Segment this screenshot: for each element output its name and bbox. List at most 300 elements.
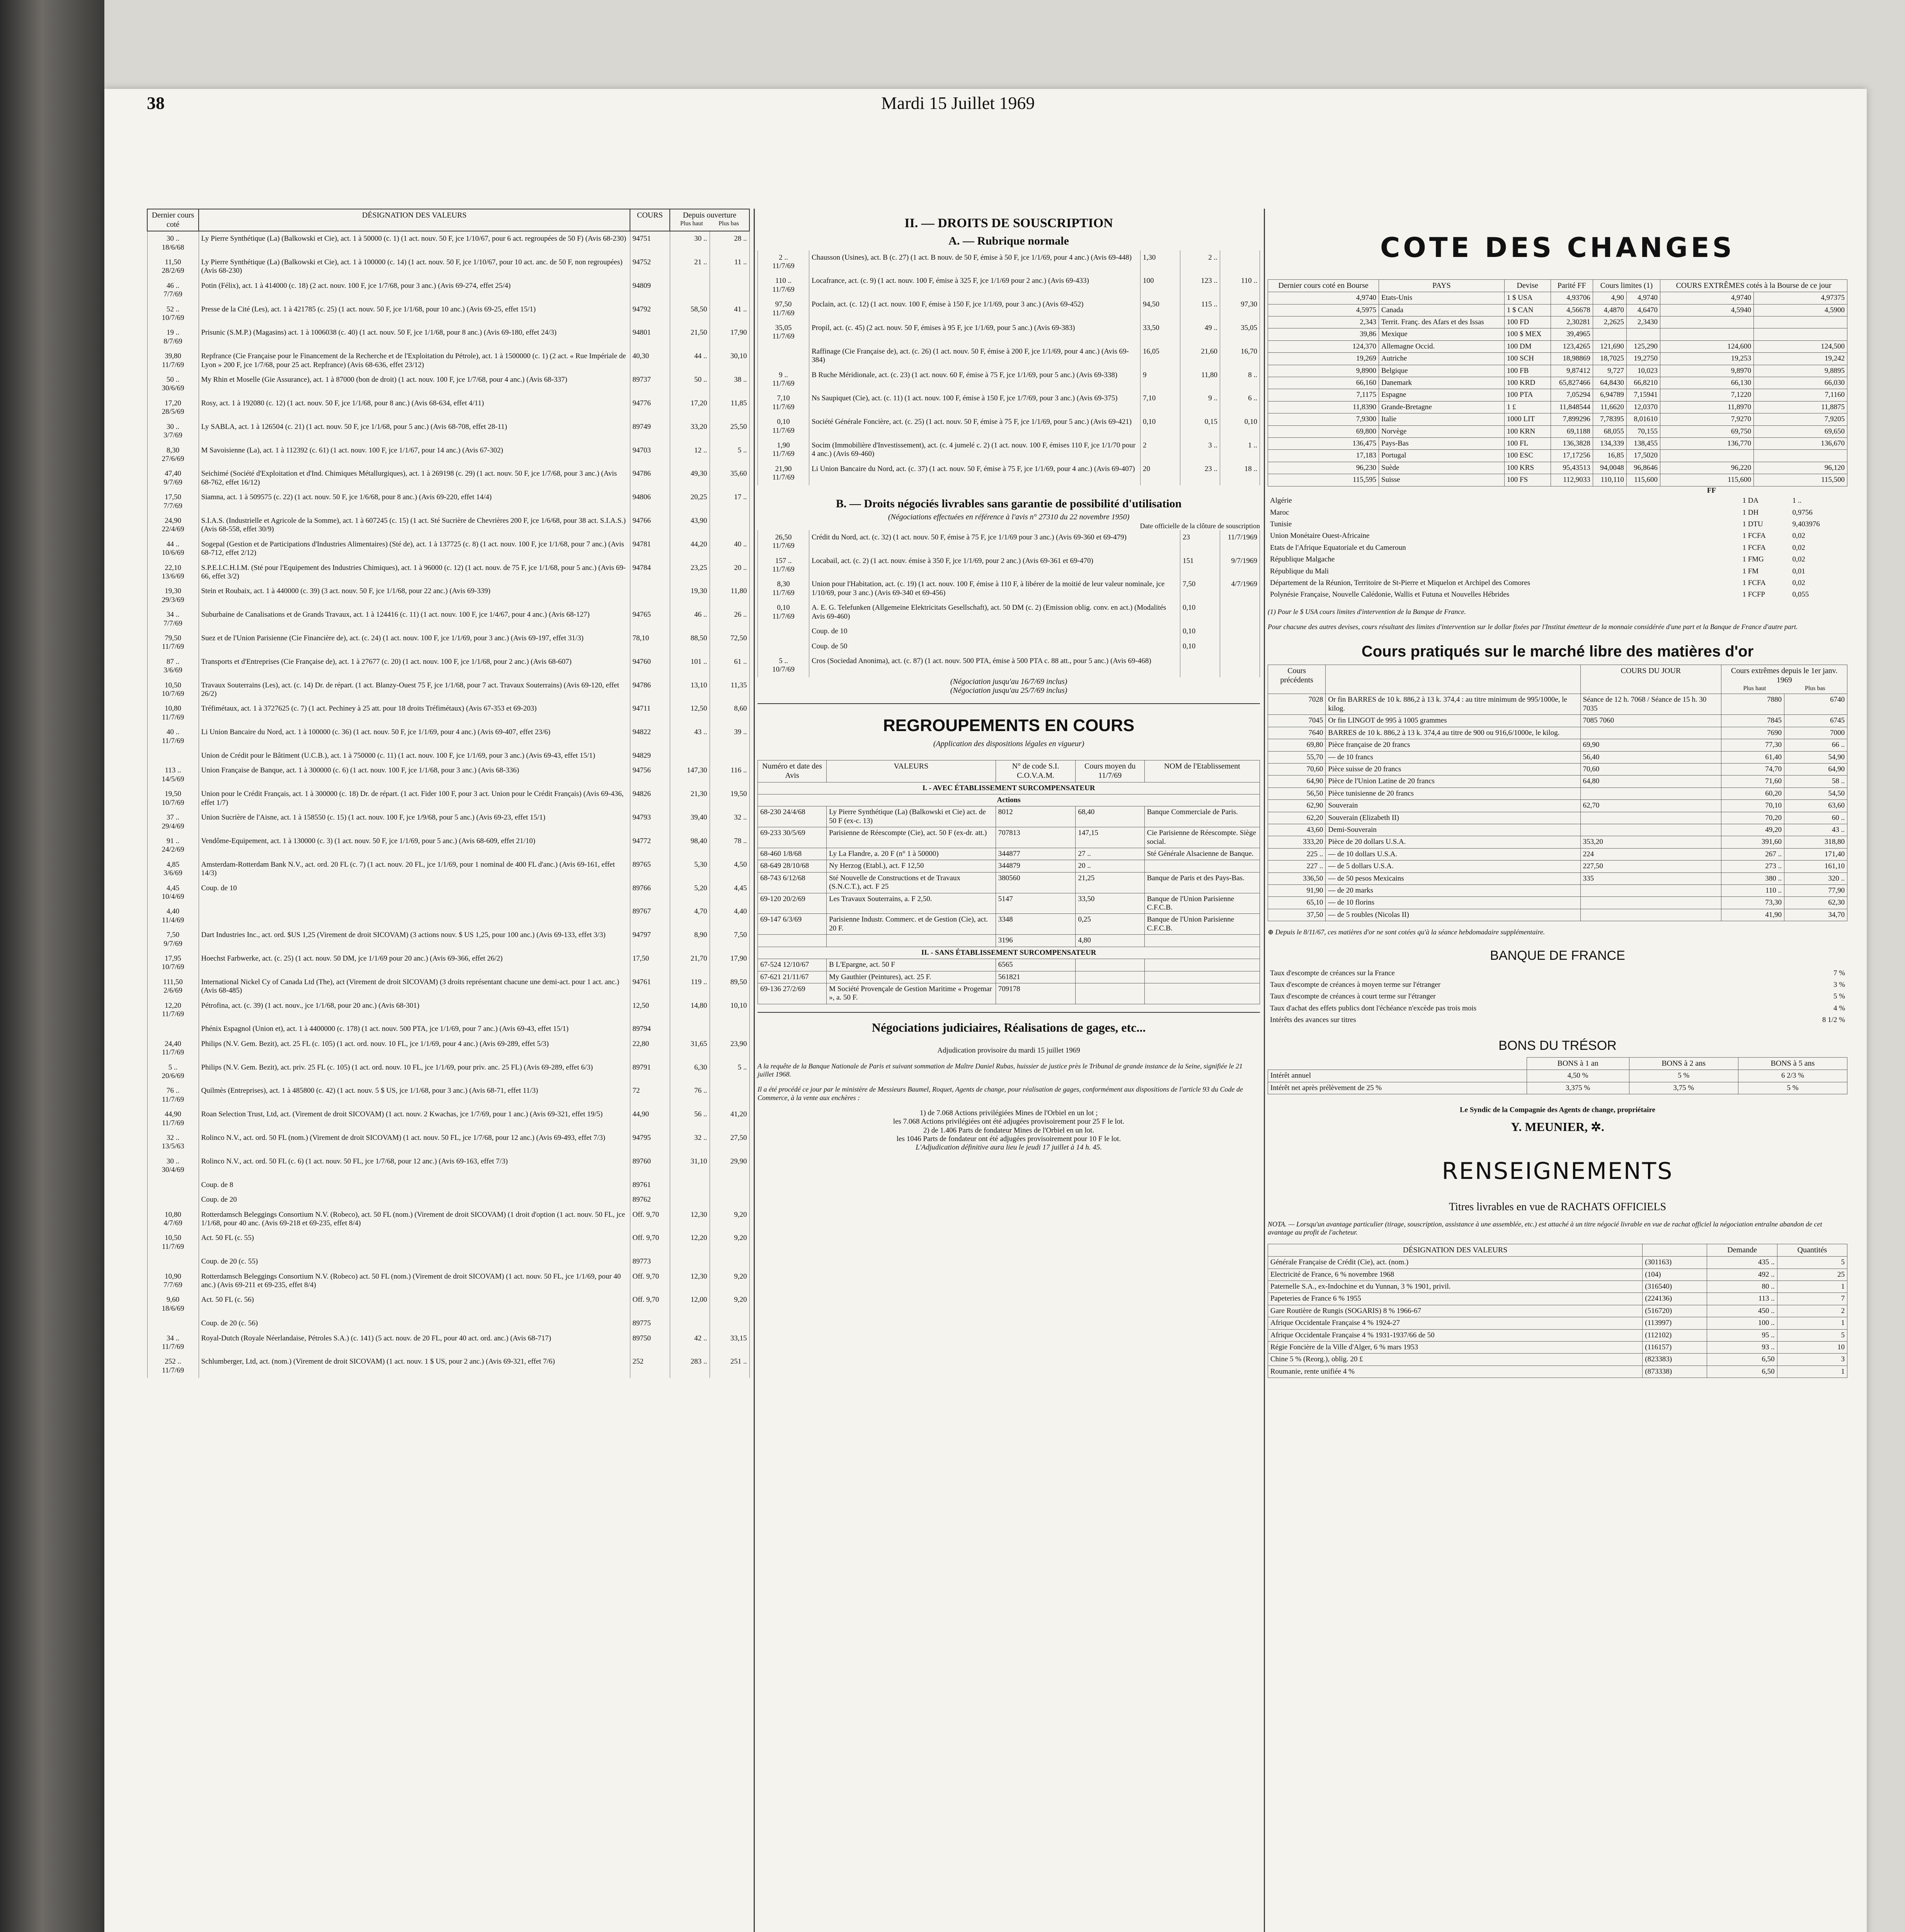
banque-row-label: Taux d'achat des effets publics dont l'échéance n'excède pas trois mois [1270,1004,1477,1012]
or-row-jour [1580,824,1721,836]
souscription-row-bas: 1 .. [1220,438,1260,462]
table-row-bas: 61 .. [710,655,749,678]
renseignements-nota: NOTA. — Lorsqu'un avantage particulier (tirage, souscription, assistance à une assemblée, etc.) est attaché à un titre négocié livrable en vue de rachat officiel la négociation entraîne abandon de cet avantage au profit de l'acheteur. [1268,1220,1822,1236]
table-row-cours: 17,50 [630,951,670,975]
banque-row-label: Taux d'escompte de créances à moyen terme sur l'étranger [1270,980,1441,989]
table-row-cours: 89767 [630,904,670,928]
table-row [147,1316,749,1331]
change-row-dernier: 2,343 [1268,316,1379,328]
reg-row [758,935,1260,947]
reg-row-etab: Banque de l'Union Parisienne C.F.C.B. [1144,893,1260,914]
or-row-prec: 69,80 [1268,739,1326,751]
table-row-dernier [147,1254,199,1269]
souscription-row-cours: 0,10 [1141,415,1180,438]
table-row-haut: 283 .. [670,1354,710,1378]
table-row-cours: 12,50 [630,998,670,1022]
reg-header-avis: Numéro et date des Avis [758,760,827,782]
rens-row-designation: Chine 5 % (Reorg.), oblig. 20 £ [1268,1354,1643,1366]
table-row-designation: Rolinco N.V., act. ord. 50 FL (c. 6) (1 act. nouv. 50 FL, jce 1/7/68, pour 12 anc.) (Avis 69-163, effet 7/3) [199,1154,630,1178]
souscription-b-row-designation: Crédit du Nord, act. (c. 32) (1 act. nouv. 50 F, émise à 75 F, jce 1/1/69 pour 3 anc.) (Avis 69-360 et 69-479) [809,530,1180,554]
header-dernier: Dernier cours coté [147,209,199,231]
souscription-row [758,297,1260,321]
or-row-label: — de 50 pesos Mexicains [1326,872,1580,884]
or-row-jour: 62,70 [1580,800,1721,812]
header-cours: COURS [630,209,670,231]
table-row-dernier: 46 .. 7/7/69 [147,279,199,302]
table-row [147,810,749,834]
souscription-row-bas: 16,70 [1220,344,1260,368]
syndic-name: Y. MEUNIER, ✲. [1511,1120,1604,1134]
table-row-cours: Off. 9,70 [630,1231,670,1254]
souscription-b-row [758,600,1260,624]
table-row-cours: Off. 9,70 [630,1293,670,1316]
table-row-haut: 12,30 [670,1208,710,1231]
change-row-pays: Etats-Unis [1379,292,1505,304]
table-row-bas: 5 .. [710,443,749,467]
rens-row-code: (104) [1643,1269,1707,1281]
change-row-parite: 4,93706 [1551,292,1593,304]
change-row-pays: Portugal [1379,450,1505,462]
or-row-jour [1580,909,1721,921]
reg-header-etab: NOM de l'Etablissement [1144,760,1260,782]
or-row [1268,727,1847,739]
table-row-bas: 32 .. [710,810,749,834]
change-row-ext2: 115,500 [1753,474,1847,486]
reg-row-valeur [826,935,996,947]
table-row-designation: Union Française de Banque, act. 1 à 300000 (c. 6) (1 act. nouv. 100 F, jce 1/1/68, pour 3 anc.) (Avis 68-336) [199,763,630,787]
table-row [147,998,749,1022]
change-row-parite: 39,4965 [1551,328,1593,340]
change-row [1268,474,1847,486]
reg-row-code: 380560 [996,872,1076,893]
reg-row [758,914,1260,935]
souscription-b-row-cours: 7,50 [1180,577,1220,600]
table-row-haut: 98,40 [670,834,710,857]
change-row-ext1: 69,750 [1660,425,1754,437]
banque-row-val: 4 % [1833,1004,1845,1012]
table-row-designation: Seichimé (Société d'Exploitation et d'Ind. Chimiques Métallurgiques), act. 1 à 269198 (c. 29) (1 act. nouv. 50 F, jce 1/7/68, pour 3 anc.) (Avis 68-762, effet 16/12) [199,466,630,490]
franc-zone-row-devise: 1 FCFA [1742,578,1766,587]
negociation-note-1: (Négociation jusqu'au 16/7/69 inclus) [950,677,1067,686]
table-row-bas: 23,90 [710,1037,749,1060]
change-row-lim1: 110,110 [1593,474,1626,486]
or-header-jour: COURS DU JOUR [1580,665,1721,694]
or-row-prec: 65,10 [1268,897,1326,909]
reg-row-etab: Sté Générale Alsacienne de Banque. [1144,848,1260,860]
franc-zone-table [1268,495,1847,601]
rens-row-qte: 1 [1777,1281,1847,1293]
table-row-bas: 4,45 [710,881,749,905]
table-row-designation: Union pour le Crédit Français, act. 1 à 300000 (c. 18) Dr. de répart. (1 act. Fider 100 F, pour 3 act. Union pour le Crédit Français) (Avis 69-436, effet 1/7) [199,787,630,810]
or-row-label: — de 5 dollars U.S.A. [1326,861,1580,872]
rens-row [1268,1269,1847,1281]
table-row-cours: Off. 9,70 [630,1269,670,1293]
change-row-lim1: 4,90 [1593,292,1626,304]
banque-row [1268,1003,1847,1014]
changes-table [1268,279,1847,486]
or-row-bas: 161,10 [1784,861,1847,872]
table-row-designation: Sogepal (Gestion et de Participations d'Industries Alimentaires) (Sté de), act. 1 à 137725 (c. 8) (1 act. nouv. 100 F, jce 1/1/68, pour 7 anc.) (Avis 68-712, effet 2/12) [199,537,630,561]
or-row-bas: 43 .. [1784,824,1847,836]
or-row-haut: 380 .. [1721,872,1784,884]
table-row-designation: Coup. de 10 [199,881,630,905]
rens-row-code: (873338) [1643,1366,1707,1378]
bons-val: 4,50 % [1527,1070,1629,1082]
souscription-b-row-cours: 23 [1180,530,1220,554]
franc-zone-row-val: 0,055 [1792,590,1809,599]
or-row [1268,787,1847,799]
table-row-cours: 94765 [630,607,670,631]
table-row-bas [710,1083,749,1107]
or-row [1268,884,1847,896]
reg-row [758,827,1260,848]
or-title: Cours pratiqués sur le marché libre des matières d'or [1361,643,1754,660]
table-row-cours: 40,30 [630,349,670,372]
change-row-lim1: 64,8430 [1593,377,1626,389]
table-row-haut: 5,20 [670,881,710,905]
chg-header-dernier: Dernier cours coté en Bourse [1268,279,1379,292]
table-row [147,1293,749,1316]
rubrique-b-title: B. — Droits négociés livrables sans garantie de possibilité d'utilisation [836,497,1182,510]
souscription-row-dernier: 97,50 11/7/69 [758,297,809,321]
reg-row [758,872,1260,893]
change-row-dernier: 4,5975 [1268,304,1379,316]
table-row-haut: 21,30 [670,787,710,810]
bons-row-label: Intérêt net après prélèvement de 25 % [1268,1082,1527,1094]
or-row-bas: 58 .. [1784,776,1847,787]
table-row-designation: Rotterdamsch Beleggings Consortium N.V. (Robeco) act. 50 FL (nom.) (Virement de droit SICOVAM) (1 act. nouv. 50 FL, jce 1/1/69, pour 40 anc.) (Avis 69-211 et 69-235, effet 8/4) [199,1269,630,1293]
table-row-dernier: 47,40 9/7/69 [147,466,199,490]
chg-header-parite: Parité FF [1551,279,1593,292]
or-row [1268,751,1847,763]
or-row [1268,812,1847,824]
regroupements-title: REGROUPEMENTS EN COURS [883,716,1135,735]
reg-row-etab: Banque de l'Union Parisienne C.F.C.B. [1144,914,1260,935]
or-row-jour: Séance de 12 h. 7068 / Séance de 15 h. 30 7035 [1580,694,1721,715]
table-row-bas: 41 .. [710,302,749,326]
table-row-haut: 32 .. [670,1131,710,1154]
table-row-haut: 17,20 [670,396,710,420]
table-row-haut: 33,20 [670,420,710,443]
table-row-bas: 72,50 [710,631,749,655]
change-row-pays: Espagne [1379,389,1505,401]
souscription-row-cours: 7,10 [1141,391,1180,415]
table-row [147,302,749,326]
change-row-devise: 1000 LIT [1504,413,1551,425]
reg-row-valeur: B L'Epargne, act. 50 F [826,959,996,971]
negociations-item1: 1) de 7.068 Actions privilégiées Mines de l'Orbiel en un lot ; [919,1109,1098,1117]
table-row-haut: 31,10 [670,1154,710,1178]
table-row-cours: 94829 [630,748,670,763]
table-row-cours: 89737 [630,372,670,396]
page-date: Mardi 15 Juillet 1969 [881,93,1035,113]
table-row-cours: 94797 [630,928,670,951]
change-row-ext2: 124,500 [1753,340,1847,352]
table-row-haut [670,1192,710,1207]
change-row-lim2: 4,6470 [1626,304,1660,316]
table-row [147,1083,749,1107]
change-row-lim2: 115,600 [1626,474,1660,486]
table-row [147,1037,749,1060]
change-row-parite: 7,05294 [1551,389,1593,401]
banque-row [1268,1014,1847,1026]
reg-row-cours: 68,40 [1076,806,1144,827]
franc-zone-row [1268,542,1847,554]
change-row-devise: 100 FD [1504,316,1551,328]
table-row-designation: Hoechst Farbwerke, act. (c. 25) (1 act. nouv. 50 DM, jce 1/1/69 pour 20 anc.) (Avis 69-366, effet 26/2) [199,951,630,975]
table-row [147,231,749,255]
souscription-b-row-cloture: 4/7/1969 [1220,577,1260,600]
franc-zone-row-pays: Etats de l'Afrique Equatoriale et du Cameroun [1270,543,1406,552]
table-row-bas: 11,85 [710,396,749,420]
table-row-dernier: 30 .. 3/7/69 [147,420,199,443]
franc-zone-row-val: 0,02 [1792,555,1805,564]
rens-row-designation: Papeteries de France 6 % 1955 [1268,1293,1643,1305]
change-row-devise: 100 ESC [1504,450,1551,462]
table-row-dernier: 10,90 7/7/69 [147,1269,199,1293]
bons-title: BONS DU TRÉSOR [1498,1038,1617,1053]
change-row-lim2: 2,3430 [1626,316,1660,328]
change-row-ext2: 19,242 [1753,353,1847,365]
souscription-row-bas: 97,30 [1220,297,1260,321]
table-row-bas: 38 .. [710,372,749,396]
table-row-designation: Coup. de 20 (c. 56) [199,1316,630,1331]
or-row-haut: 77,30 [1721,739,1784,751]
table-row-designation: Schlumberger, Ltd, act. (nom.) (Virement de droit SICOVAM) (1 act. nouv. 1 $ US, pour 2 anc.) (Avis 69-321, effet 7/6) [199,1354,630,1378]
or-note: ⊕ Depuis le 8/11/67, ces matières d'or ne sont cotées qu'à la séance hebdomadaire supplémentaire. [1268,928,1545,936]
reg-row-code: 5147 [996,893,1076,914]
souscription-b-row-dernier [758,639,809,654]
change-row [1268,316,1847,328]
table-row-dernier: 19 .. 8/7/69 [147,325,199,349]
change-row-pays: Canada [1379,304,1505,316]
table-row-dernier: 8,30 27/6/69 [147,443,199,467]
table-row-dernier: 50 .. 30/6/69 [147,372,199,396]
rens-row-designation: Electricité de France, 6 % novembre 1968 [1268,1269,1643,1281]
or-row-haut: 267 .. [1721,848,1784,860]
change-row-parite: 2,30281 [1551,316,1593,328]
or-row [1268,800,1847,812]
table-row-dernier: 111,50 2/6/69 [147,975,199,998]
or-header-extremes-label: Cours extrêmes depuis le 1er janv. 1969 [1731,667,1838,684]
table-row-dernier: 10,50 10/7/69 [147,678,199,702]
table-row-bas: 78 .. [710,834,749,857]
souscription-row-dernier [758,344,809,368]
or-row [1268,776,1847,787]
table-row-cours: 94711 [630,701,670,725]
table-row-designation: S.P.E.I.C.H.I.M. (Sté pour l'Equipement des Industries Chimiques), act. 1 à 96000 (c. 12) (1 act. nouv. de 75 F, jce 1/1/68, pour 5 anc.) (Avis 69-66, effet 3/2) [199,561,630,584]
change-row-ext1: 19,253 [1660,353,1754,365]
souscription-row-designation: Société Générale Foncière, act. (c. 25) (1 act. nouv. 50 F, émise à 75 F, jce 1/1/69, pour 5 anc.) (Avis 69-421) [809,415,1141,438]
table-row-haut: 8,90 [670,928,710,951]
rens-row [1268,1354,1847,1366]
table-row-cours: 94756 [630,763,670,787]
franc-zone-row-pays: Tunisie [1270,520,1292,528]
or-row-jour [1580,884,1721,896]
table-row-haut: 12,30 [670,1269,710,1293]
change-row-parite: 69,1188 [1551,425,1593,437]
franc-zone-row [1268,566,1847,577]
table-row-cours: 94786 [630,466,670,490]
rens-row-designation: Afrique Occidentale Française 4 % 1931-1937/66 de 50 [1268,1329,1643,1341]
souscription-row-cours: 2 [1141,438,1180,462]
change-row-lim1: 16,85 [1593,450,1626,462]
reg-row-code: 344877 [996,848,1076,860]
souscription-row-bas: 35,05 [1220,321,1260,344]
table-row [147,349,749,372]
table-row-bas: 11,35 [710,678,749,702]
table-row-designation: Suez et de l'Union Parisienne (Cie Financière de), act. (c. 24) (1 act. nouv. 100 F, jce 1/1/69, pour 3 anc.) (Avis 69-197, effet 31/3) [199,631,630,655]
bons-header-2: BONS à 2 ans [1629,1057,1738,1070]
table-row-dernier [147,1022,199,1036]
reg-row-etab [1144,860,1260,872]
change-row-lim1: 94,0048 [1593,462,1626,474]
table-row [147,834,749,857]
table-row-bas [710,1022,749,1036]
change-row-pays: Belgique [1379,365,1505,377]
change-row-devise: 100 SCH [1504,353,1551,365]
table-row-haut [670,1254,710,1269]
rens-row-demande: 95 .. [1707,1329,1777,1341]
souscription-b-row [758,577,1260,600]
change-row-devise: 100 FL [1504,438,1551,450]
change-row-ext1 [1660,316,1754,328]
rens-row [1268,1341,1847,1353]
franc-zone-row-val: 0,02 [1792,543,1805,552]
reg-row-avis: 68-743 6/12/68 [758,872,827,893]
banque-row-val: 3 % [1833,980,1845,989]
rens-row-demande: 100 .. [1707,1317,1777,1329]
table-row-haut: 12,20 [670,1231,710,1254]
table-row-cours: 89749 [630,420,670,443]
change-row-ext2: 11,8875 [1753,401,1847,413]
table-row-haut: 119 .. [670,975,710,998]
or-row-label: — de 10 dollars U.S.A. [1326,848,1580,860]
rens-row-qte: 5 [1777,1257,1847,1269]
or-row-bas: 171,40 [1784,848,1847,860]
reg-row [758,860,1260,872]
table-row-haut: 6,30 [670,1060,710,1084]
souscription-row-designation: Socim (Immobilière d'Investissement), act. (c. 4 jumelé c. 2) (1 act. nouv. 100 F, émises 110 F, jce 1/1/70 pour 4 anc.) (Avis 69-460) [809,438,1141,462]
reg-row-etab [1144,935,1260,947]
table-row-haut: 5,30 [670,857,710,881]
table-row-dernier: 19,30 29/3/69 [147,584,199,607]
table-row [147,1192,749,1207]
reg-row [758,983,1260,1004]
franc-zone-row [1268,554,1847,565]
table-row [147,763,749,787]
franc-zone-row-pays: Maroc [1270,508,1289,517]
or-row-haut: 391,60 [1721,836,1784,848]
souscription-row-dernier: 0,10 11/7/69 [758,415,809,438]
table-row-cours: 89750 [630,1331,670,1355]
or-row-bas: 7000 [1784,727,1847,739]
or-row-prec: 227 .. [1268,861,1326,872]
page-number: 38 [147,93,165,113]
bons-header-5: BONS à 5 ans [1738,1057,1847,1070]
reg-row-cours: 147,15 [1076,827,1144,848]
table-row-haut: 21 .. [670,255,710,279]
franc-zone-row-val: 0,02 [1792,578,1805,587]
rens-row [1268,1293,1847,1305]
table-row-haut: 4,70 [670,904,710,928]
reg-row [758,893,1260,914]
change-row-dernier: 17,183 [1268,450,1379,462]
banque-row-val: 7 % [1833,969,1845,977]
change-row-lim1: 7,78395 [1593,413,1626,425]
rens-row-designation: Afrique Occidentale Française 4 % 1924-27 [1268,1317,1643,1329]
table-row-designation: Rosy, act. 1 à 192080 (c. 12) (1 act. nouv. 50 F, jce 1/1/68, pour 8 anc.) (Avis 68-634, effet 4/11) [199,396,630,420]
souscription-b-row-dernier [758,624,809,639]
table-row-haut: 21,50 [670,325,710,349]
reg-row-cours: 20 .. [1076,860,1144,872]
table-row-designation: Rotterdamsch Beleggings Consortium N.V. (Robeco), act. 50 FL (nom.) (Virement de droit SICOVAM) (1 droit d'option (1 act. nouv. 50 FL, jce 1/1/68, pour 40 anc. (Avis 69-218 et 69-235, effet 8/4) [199,1208,630,1231]
negociations-item2: 2) de 1.406 Parts de fondateur Mines de l'Orbiel en un lot. [923,1126,1094,1134]
or-row-bas: 6745 [1784,715,1847,727]
reg-row-cours: 0,25 [1076,914,1144,935]
table-row [147,1231,749,1254]
table-row-cours: 94822 [630,725,670,748]
or-row-haut: 70,20 [1721,812,1784,824]
book-binding [0,0,104,1932]
franc-zone-row-devise: 1 FMG [1742,555,1764,564]
change-row-devise: 100 DM [1504,340,1551,352]
franc-zone-row [1268,577,1847,589]
change-row-ext2: 4,5900 [1753,304,1847,316]
table-row-dernier: 9,60 18/6/69 [147,1293,199,1316]
change-row-pays: Pays-Bas [1379,438,1505,450]
change-row-lim2: 8,01610 [1626,413,1660,425]
table-row-haut: 101 .. [670,655,710,678]
change-row-lim2: 19,2750 [1626,353,1660,365]
reg-header-cours: Cours moyen du 11/7/69 [1076,760,1144,782]
table-row-bas: 27,50 [710,1131,749,1154]
negociations-para2: Il a été procédé ce jour par le ministère de Messieurs Baumel, Roquet, Agents de change, pour réalisation de gages, conformément aux dispositions de l'article 93 du Code de Commerce, à la vente aux enchères : [758,1085,1243,1102]
or-row-label: Pièce française de 20 francs [1326,739,1580,751]
table-row-haut: 20,25 [670,490,710,514]
souscription-b-row-cours [1180,654,1220,677]
or-row-prec: 333,20 [1268,836,1326,848]
or-row-prec: 7028 [1268,694,1326,715]
table-row [147,372,749,396]
table-row-cours: 94752 [630,255,670,279]
header-depuis [670,209,749,231]
chg-header-pays: PAYS [1379,279,1505,292]
table-row-haut: 43,90 [670,514,710,537]
table-row [147,975,749,998]
reg-row-etab [1144,983,1260,1004]
souscription-b-row-dernier: 0,10 11/7/69 [758,600,809,624]
franc-zone-row [1268,507,1847,519]
cours-column [147,209,750,1378]
souscription-row-designation: Raffinage (Cie Française de), act. (c. 26) (1 act. nouv. 50 F, émise à 200 F, jce 1/1/69, pour 4 anc.) (Avis 69-384) [809,344,1141,368]
reg-section [758,794,1260,806]
reg-row [758,848,1260,860]
souscription-row [758,321,1260,344]
change-row-ext1 [1660,328,1754,340]
table-row-haut: 21,70 [670,951,710,975]
table-row-haut: 19,30 [670,584,710,607]
change-row-dernier: 11,8390 [1268,401,1379,413]
souscription-row [758,415,1260,438]
table-row-haut [670,748,710,763]
reg-row-etab: Banque de Paris et des Pays-Bas. [1144,872,1260,893]
rens-row-qte: 5 [1777,1329,1847,1341]
franc-zone-row-devise: 1 FCFA [1742,532,1766,540]
table-row-dernier: 17,95 10/7/69 [147,951,199,975]
table-row-designation: Presse de la Cité (Les), act. 1 à 421785 (c. 25) (1 act. nouv. 50 F, jce 1/1/68, pour 10 anc.) (Avis 69-25, effet 15/1) [199,302,630,326]
change-row-lim2: 96,8646 [1626,462,1660,474]
